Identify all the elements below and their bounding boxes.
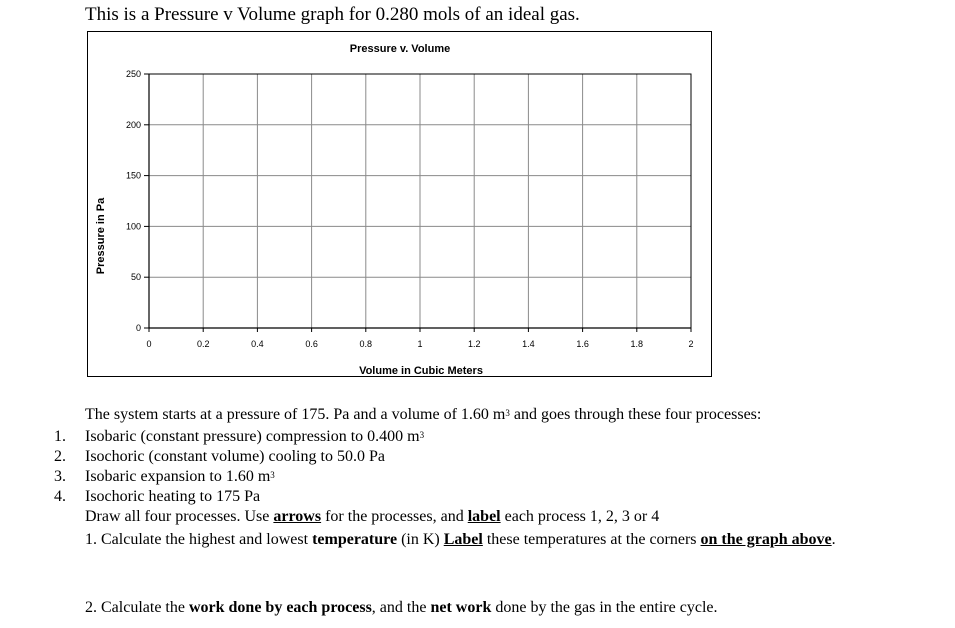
q2-text-b: , and the — [371, 599, 431, 616]
x-tick-label: 1 — [417, 339, 423, 349]
x-tick-label: 0.6 — [305, 339, 318, 349]
x-tick-label: 1.2 — [467, 339, 481, 349]
y-tick-label: 0 — [135, 323, 141, 333]
step-number: 4. — [54, 488, 66, 505]
y-tick-label: 100 — [125, 221, 141, 232]
axis-ticks — [126, 69, 694, 349]
x-tick-label: 0.8 — [359, 339, 373, 349]
step-number: 1. — [54, 428, 66, 445]
label-emphasis: Label — [443, 531, 483, 548]
step-number: 2. — [54, 448, 66, 465]
x-tick-label: 0.2 — [196, 339, 210, 349]
q1-text-b: (in K) — [397, 531, 444, 548]
q1-text-a: 1. Calculate the highest and lowest — [85, 531, 313, 548]
temperature-emphasis: temperature — [312, 531, 398, 548]
arrows-emphasis: arrows — [273, 508, 322, 525]
setup-superscript: 3 — [505, 408, 510, 418]
step-text: Isobaric (constant pressure) compression to 0.400 m — [85, 428, 420, 445]
x-tick-label: 1.8 — [630, 339, 644, 349]
draw-text-b: for the processes, and — [321, 508, 468, 525]
question-1 — [85, 530, 836, 550]
step-text: Isobaric expansion to 1.60 m — [85, 468, 271, 485]
q2-text-c: done by the gas in the entire cycle. — [491, 599, 718, 616]
q1-text-d: . — [831, 531, 836, 548]
q2-text-a: 2. Calculate the — [85, 599, 189, 616]
step-number: 3. — [54, 468, 66, 485]
y-tick-label: 250 — [125, 69, 141, 79]
x-axis-label: Volume in Cubic Meters — [359, 365, 483, 377]
question-2 — [85, 598, 717, 618]
y-tick-label: 200 — [125, 119, 141, 130]
y-axis-label: Pressure in Pa — [95, 197, 107, 275]
q1-text-c: these temperatures at the corners — [482, 531, 701, 548]
x-tick-label: 0.4 — [251, 339, 264, 349]
chart-title: Pressure v. Volume — [349, 43, 451, 55]
draw-text-c: each process 1, 2, 3 or 4 — [500, 508, 660, 525]
x-tick-label: 1.4 — [522, 339, 535, 349]
step-text: Isochoric (constant volume) cooling to 50.0 Pa — [85, 448, 385, 465]
x-tick-label: 2 — [688, 339, 694, 349]
x-tick-label: 0 — [146, 339, 152, 349]
step-superscript: 3 — [270, 470, 275, 480]
y-tick-label: 50 — [130, 272, 141, 283]
grid — [149, 74, 691, 328]
x-tick-label: 1.6 — [576, 339, 589, 349]
pv-chart — [87, 31, 712, 377]
step-text: Isochoric heating to 175 Pa — [85, 488, 261, 505]
label-emphasis: label — [467, 508, 501, 525]
work-emphasis: work done by each process — [188, 599, 372, 616]
chart-canvas — [88, 32, 713, 378]
setup-text-a: The system starts at a pressure of 175. Pa and a volume of 1.60 m — [85, 406, 506, 423]
y-tick-label: 150 — [125, 170, 141, 181]
graph-emphasis: on the graph above — [700, 531, 832, 548]
net-work-emphasis: net work — [430, 599, 492, 616]
setup-statement — [85, 405, 761, 425]
intro-text: This is a Pressure v Volume graph for 0.280 mols of an ideal gas. — [85, 4, 580, 25]
setup-text-b: and goes through these four processes: — [509, 406, 762, 423]
step-superscript: 3 — [419, 430, 425, 440]
draw-text-a: Draw all four processes. Use — [85, 508, 274, 525]
draw-instruction — [85, 507, 659, 527]
